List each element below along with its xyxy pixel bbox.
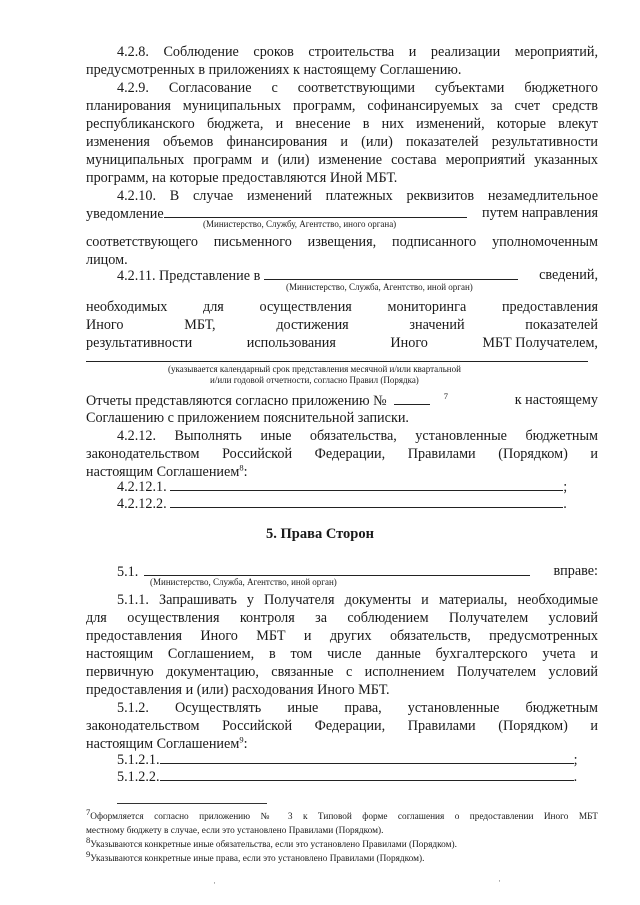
clause-4-2-10-caption: (Министерство, Службу, Агентство, иного органа): [203, 219, 397, 229]
clause-4-2-11-line6: Соглашению с приложением пояснительной записки.: [86, 410, 409, 426]
reports-text: Отчеты представляются согласно приложению №: [86, 393, 387, 409]
clause-4-2-9-line4: изменения объемов финансирования и (или) показателей результативности: [86, 134, 598, 150]
word: для: [203, 299, 224, 315]
footnote-7-line1: [86, 806, 598, 823]
footnote-9-marker: 9: [86, 848, 91, 859]
item-number: 5.1.2.1.: [117, 752, 160, 768]
footnote-9: [86, 848, 598, 865]
item-end: ;: [563, 479, 568, 495]
word: МБТ Получателем,: [482, 335, 598, 351]
deadline-caption-line2: и/или годовой отчетности, согласно Правил (Порядка): [210, 375, 419, 385]
clause-4-2-9-line6: программ, на которые предоставляются Иной МБТ.: [86, 170, 398, 186]
clause-4-2-11-line5: [86, 391, 598, 410]
item-5-1-2-2: [117, 767, 598, 786]
word: мониторинга: [387, 299, 467, 315]
clause-5-1-1-line1: 5.1.1. Запрашивать у Получателя документы и материалы, необходимые: [117, 592, 598, 608]
word: достижения: [276, 317, 349, 333]
reports-text-end: к настоящему: [514, 392, 598, 408]
clause-5-1-2-line1: 5.1.2. Осуществлять иные права, установленные бюджетным: [117, 700, 598, 716]
word: значений: [409, 317, 465, 333]
item-end: .: [563, 496, 567, 512]
item-end: .: [573, 769, 578, 785]
footnote-8-marker: 8: [86, 834, 91, 845]
item-number: 4.2.12.2.: [117, 496, 167, 512]
clause-5-1-1-line2: для осуществления контроля за соблюдением Получателем условий: [86, 610, 598, 626]
scan-speck: ·: [498, 876, 501, 886]
clause-5-1-caption: (Министерство, Служба, Агентство, иной орган): [150, 577, 337, 587]
deadline-blank-field[interactable]: [86, 361, 588, 362]
clause-5-1-2-line2: законодательством Российской Федерации, Правилами (Порядком) и: [86, 718, 598, 734]
clause-4-2-11-caption: (Министерство, Служба, Агентство, иной орган): [286, 282, 473, 292]
clause-5-1-1-line5: первичную документацию, связанные с исполнением Получателем условий: [86, 664, 598, 680]
item-number: 4.2.12.1.: [117, 479, 167, 495]
clause-4-2-11-line2: [86, 298, 598, 316]
footnote-7-marker: 7: [86, 806, 91, 817]
clause-5-1-1-line6: предоставления и (или) расходования Иного МБТ.: [86, 682, 390, 698]
recipient-blank-field[interactable]: [164, 204, 467, 218]
item-5-1-2-1-field[interactable]: [160, 750, 574, 764]
footnote-7-text: Оформляется согласно приложению № 3 к Типовой форме соглашения о предоставлении Иного МБТ: [90, 812, 598, 822]
clause-4-2-10-notice-label: уведомление: [86, 206, 164, 222]
clause-number: 5.1.: [117, 564, 139, 580]
item-4-2-12-2-field[interactable]: [170, 494, 563, 508]
item-end: ;: [573, 752, 578, 768]
word: Иного: [86, 317, 124, 333]
word: предоставления: [501, 299, 598, 315]
clause-4-2-11-label: 4.2.11. Представление в: [117, 268, 261, 284]
clause-4-2-10-method-label: путем направления: [482, 205, 598, 221]
authority-blank-field[interactable]: [264, 266, 518, 280]
section-5-heading: 5. Права Сторон: [266, 526, 374, 542]
clause-4-2-11-line4: [86, 334, 598, 352]
word: МБТ,: [184, 317, 216, 333]
authority-5-1-field[interactable]: [144, 562, 530, 576]
clause-4-2-9-line2: планирования муниципальных программ, софинансируемых за счет средств: [86, 98, 598, 114]
word: использования: [246, 335, 336, 351]
clause-4-2-9-line5: муниципальных программ и (или) изменение состава мероприятий указанных: [86, 152, 598, 168]
word: Иного: [390, 335, 428, 351]
word: осуществления: [259, 299, 352, 315]
footnote-ref-8: 8: [239, 462, 244, 473]
item-4-2-12-2: [117, 494, 598, 513]
clause-4-2-10-line4: лицом.: [86, 252, 128, 268]
colon: :: [243, 464, 248, 480]
footnote-ref-7: 7: [443, 391, 449, 402]
scan-speck: ·: [213, 878, 216, 888]
footnote-separator: [117, 803, 267, 804]
footnote-8-text: Указываются конкретные иные обязательства, если это установлено Правилами (Порядком).: [90, 840, 457, 850]
item-5-1-2-2-field[interactable]: [160, 767, 574, 781]
clause-4-2-12-line1: 4.2.12. Выполнять иные обязательства, установленные бюджетным: [117, 428, 598, 444]
clause-5-1-1-line3: предоставления Иного МБТ и других обязательств, предусмотренных: [86, 628, 598, 644]
footnote-8: [86, 834, 598, 851]
word: результативности: [86, 335, 193, 351]
footnote-7-line2: местному бюджету в случае, если это установлено Правилами (Порядком).: [86, 826, 384, 836]
clause-5-1-end: вправе:: [553, 563, 598, 579]
clause-4-2-10-line3: соответствующего письменного извещения, подписанного уполномоченным: [86, 234, 598, 250]
clause-4-2-8-line1: 4.2.8. Соблюдение сроков строительства и реализации мероприятий,: [117, 44, 598, 60]
item-4-2-12-1-field[interactable]: [170, 477, 563, 491]
clause-4-2-9-line3: республиканского бюджета, и внесение в них изменений, которые влекут: [86, 116, 598, 132]
colon: :: [243, 736, 248, 752]
clause-4-2-10-line1: 4.2.10. В случае изменений платежных реквизитов незамедлительное: [117, 188, 598, 204]
clause-5-1-1-line4: настоящим Соглашением, в том числе данные бухгалтерского учета и: [86, 646, 598, 662]
clause-4-2-11-line3: [86, 316, 598, 334]
clause-4-2-11-info-label: сведений,: [539, 267, 598, 283]
clause-4-2-12-line2: законодательством Российской Федерации, Правилами (Порядком) и: [86, 446, 598, 462]
word: необходимых: [86, 299, 168, 315]
deadline-caption-line1: (указывается календарный срок представления месячной и/или квартальной: [168, 364, 461, 374]
clause-4-2-8-line2: предусмотренных в приложениях к настоящему Соглашению.: [86, 62, 462, 78]
clause-4-2-9-line1: 4.2.9. Согласование с соответствующими субъектами бюджетного: [117, 80, 598, 96]
appendix-number-field[interactable]: [394, 391, 430, 405]
footnote-9-text: Указываются конкретные иные права, если это установлено Правилами (Порядком).: [90, 854, 425, 864]
item-number: 5.1.2.2.: [117, 769, 160, 785]
word: показателей: [525, 317, 598, 333]
footnote-ref-9: 9: [239, 734, 244, 745]
clause-4-2-12-line3-text: настоящим Соглашением: [86, 464, 240, 480]
clause-5-1-2-line3-text: настоящим Соглашением: [86, 736, 240, 752]
